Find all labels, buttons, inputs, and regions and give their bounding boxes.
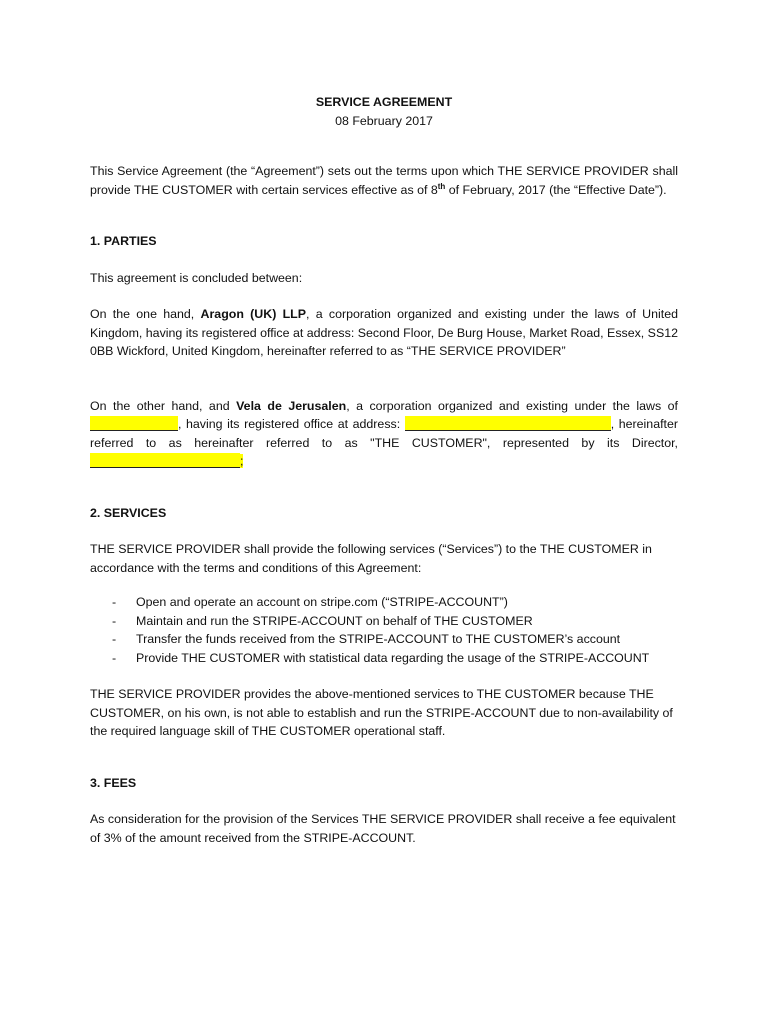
services-heading: 2. SERVICES (90, 505, 167, 520)
customer-name: Vela de Jerusalen (236, 398, 347, 413)
director-blank (90, 453, 240, 468)
list-item (112, 593, 678, 612)
intro-paragraph (90, 162, 678, 199)
service-item-text: Provide THE CUSTOMER with statistical data regarding the usage of the STRIPE-ACCOUNT (136, 650, 650, 665)
parties-heading: 1. PARTIES (90, 234, 157, 248)
service-item-text: Open and operate an account on stripe.com (“STRIPE-ACCOUNT”) (136, 595, 508, 609)
bullet-dash: - (112, 613, 117, 628)
customer-paragraph (90, 397, 678, 471)
customer-rest-1: , a corporation organized and existing under the laws of (346, 398, 678, 413)
provider-rest: , a corporation organized and existing under the laws of United Kingdom, having its registered office at address: Second Floor, De Burg House, Market Road, Essex, SS12 0BB Wickford, United Kingdom, hereinafter referred to as “THE SERVICE PROVIDER” (90, 307, 678, 358)
list-item (112, 649, 678, 668)
bullet-dash: - (112, 632, 117, 646)
address-blank (405, 416, 611, 431)
customer-rest-3: , hereinafter referred to as hereinafter referred to as "THE CUSTOMER", represented by its Director, (90, 417, 678, 450)
services-closing: THE SERVICE PROVIDER provides the above-mentioned services to THE CUSTOMER because THE CUSTOMER, on his own, is not able to establish and run the STRIPE-ACCOUNT due to non-availability of the required language skill of THE CUSTOMER operational staff. (90, 687, 673, 738)
service-item-text: Transfer the funds received from the STRIPE-ACCOUNT to THE CUSTOMER’s account (136, 632, 621, 646)
provider-lead: On the one hand, (90, 307, 201, 321)
bullet-dash: - (112, 650, 117, 665)
document-title: SERVICE AGREEMENT (315, 95, 453, 109)
intro-text-2: of February, 2017 (the “Effective Date”). (445, 182, 667, 197)
services-list (90, 593, 678, 667)
provider-name: Aragon (UK) LLP (200, 307, 306, 321)
fees-text: As consideration for the provision of the Services THE SERVICE PROVIDER shall receive a fee equivalent of 3% of the amount received from the STRIPE-ACCOUNT. (90, 812, 676, 845)
jurisdiction-blank (90, 416, 178, 431)
service-item-text: Maintain and run the STRIPE-ACCOUNT on behalf of THE CUSTOMER (136, 613, 533, 628)
title-block (90, 0, 678, 130)
intro-text-1: This Service Agreement (the “Agreement”) sets out the terms upon which THE SERVICE PROVIDER shall provide THE CUSTOMER with certain services effective as of 8 (90, 164, 678, 197)
customer-rest-2: , having its registered office at address: (178, 417, 405, 431)
bullet-dash: - (112, 595, 117, 609)
list-item (112, 612, 678, 631)
intro-superscript: th (437, 181, 446, 191)
services-intro: THE SERVICE PROVIDER shall provide the following services (“Services”) to the THE CUSTOMER in accordance with the terms and conditions of this Agreement: (90, 542, 652, 575)
customer-end: ; (240, 454, 244, 468)
customer-lead: On the other hand, and (90, 398, 237, 413)
concluded-text: This agreement is concluded between: (90, 270, 303, 285)
fees-heading: 3. FEES (90, 775, 137, 790)
list-item (112, 630, 678, 649)
document-date: 08 February 2017 (335, 113, 433, 128)
provider-paragraph (90, 305, 678, 361)
